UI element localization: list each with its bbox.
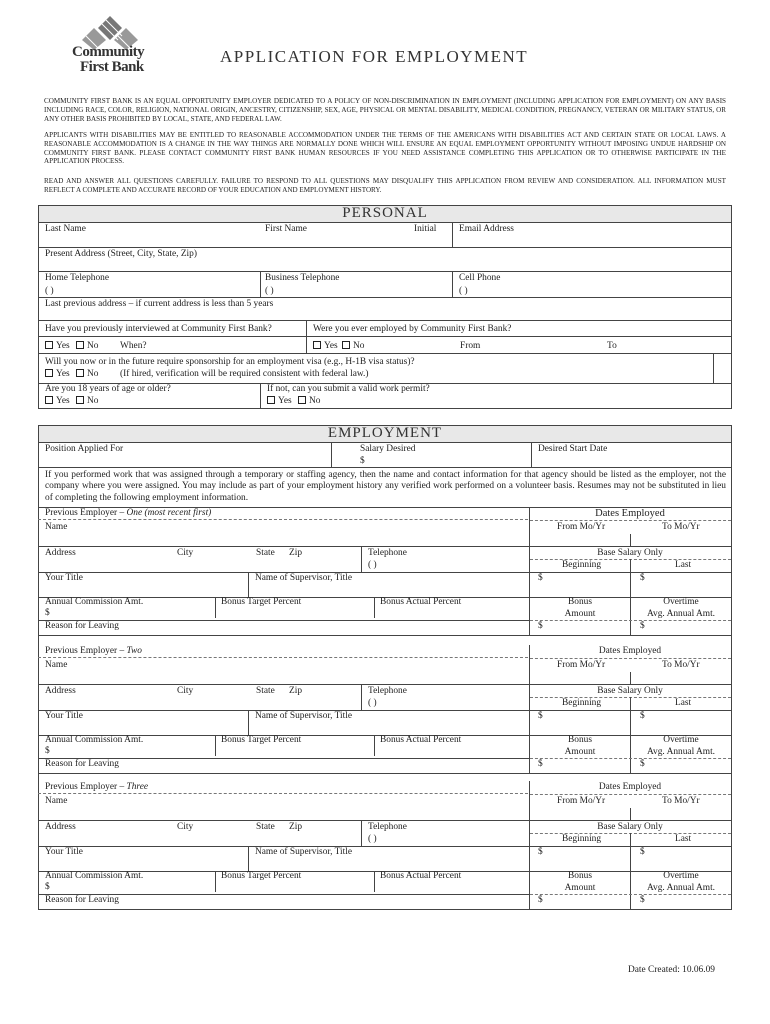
visa-yes-checkbox[interactable]: Yes bbox=[45, 369, 70, 380]
employer-2-dates-employed: Dates Employed bbox=[598, 646, 662, 656]
employer-2-avg-annual-label: Avg. Annual Amt. bbox=[646, 747, 716, 757]
employer-3-beginning-label: Beginning bbox=[562, 834, 602, 844]
desired-start-field[interactable] bbox=[534, 456, 729, 466]
employer-1-zip-label: Zip bbox=[289, 548, 303, 558]
employer-1-overtime-amount-field[interactable]: $ bbox=[640, 621, 645, 631]
employer-3-last-salary-field[interactable]: $ bbox=[640, 847, 645, 857]
employer-1-supervisor-label: Name of Supervisor, Title bbox=[255, 573, 353, 583]
interviewed-question: Have you previously interviewed at Community First Bank? bbox=[45, 324, 272, 334]
employer-2-bonus-amount-field[interactable]: $ bbox=[538, 759, 543, 769]
employer-1-reason-label: Reason for Leaving bbox=[45, 621, 119, 631]
accuracy-notice: READ AND ANSWER ALL QUESTIONS CAREFULLY. FAILURE TO RESPOND TO ALL QUESTIONS MAY DISQUALIFY THIS APPLICATION FROM REVIEW AND CONSIDERATION. ALL INFORMATION MUST REFLECT A COMPLETE AND ACCURATE RECORD OF YOUR EDUCATION AND EMPLOYMENT HISTORY. bbox=[44, 177, 726, 194]
interviewed-yes-checkbox[interactable]: Yes bbox=[45, 341, 70, 352]
employed-no-checkbox[interactable]: No bbox=[342, 341, 364, 352]
employer-1-name-label: Name bbox=[45, 522, 68, 532]
employer-2-title-label: Your Title bbox=[45, 711, 83, 721]
employed-question: Were you ever employed by Community First Bank? bbox=[313, 324, 512, 334]
employer-3-last-label: Last bbox=[675, 834, 692, 844]
employer-2-base-salary: Base Salary Only bbox=[597, 686, 663, 696]
employer-1-base-salary: Base Salary Only bbox=[597, 548, 663, 558]
employer-2-city-label: City bbox=[177, 686, 194, 696]
age-question: Are you 18 years of age or older? bbox=[45, 384, 171, 394]
employer-3-amount-label: Amount bbox=[564, 883, 596, 893]
home-telephone-label: Home Telephone bbox=[45, 273, 109, 283]
employer-3-telephone-field[interactable]: ( ) bbox=[368, 834, 377, 844]
employer-2-state-label: State bbox=[256, 686, 275, 696]
employer-3-city-label: City bbox=[177, 822, 194, 832]
visa-question: Will you now or in the future require sponsorship for an employment visa (e.g., H-1B visa status)? bbox=[45, 357, 415, 367]
employer-1-last-label: Last bbox=[675, 560, 692, 570]
bank-logo bbox=[64, 14, 156, 78]
ada-notice: APPLICANTS WITH DISABILITIES MAY BE ENTITLED TO REASONABLE ACCOMMODATION UNDER THE TERMS OF THE AMERICANS WITH DISABILITIES ACT AND CERTAIN STATE OR LOCAL LAWS. A REASONABLE ACCOMMODATION IS A CHANGE IN THE WAY THINGS ARE NORMALLY DONE WHICH WILL ENSURE AN EQUAL EMPLOYMENT OPPORTUNITY WITHOUT IMPOSING UNDUE HARDSHIP ON COMMUNITY FIRST BANK. PLEASE CONTACT COMMUNITY FIRST BANK HUMAN RESOURCES IF YOU NEED ASSISTANCE COMPLETING THIS APPLICATION OR TO OTHERWISE PARTICIPATE IN THE APPLICATION PROCESS. bbox=[44, 131, 726, 166]
employer-1-name-field[interactable] bbox=[40, 533, 527, 545]
employer-1-ordinal: One (most recent first) bbox=[126, 508, 212, 518]
employer-1-bonus-target-label: Bonus Target Percent bbox=[221, 597, 302, 607]
age-yes-checkbox[interactable]: Yes bbox=[45, 396, 70, 407]
employer-2-address-label: Address bbox=[45, 686, 76, 696]
staffing-agency-note: If you performed work that was assigned through a temporary or staffing agency, then the name and contact information for that agency should be listed as the employer, not the company where you were assigned. You may include as part of your employment history any verified work performed on a volunteer basis. Resumes may not be substituted in lieu of completing the following employment information. bbox=[45, 470, 726, 503]
employer-1-state-label: State bbox=[256, 548, 275, 558]
visa-no-checkbox[interactable]: No bbox=[76, 369, 98, 380]
home-telephone-field[interactable]: ( ) bbox=[45, 286, 54, 296]
initial-field[interactable] bbox=[412, 236, 450, 247]
employer-3-avg-annual-label: Avg. Annual Amt. bbox=[646, 883, 716, 893]
last-name-label: Last Name bbox=[45, 224, 86, 234]
employer-3-bonus-target-label: Bonus Target Percent bbox=[221, 871, 302, 881]
employer-1-last-salary-field[interactable]: $ bbox=[640, 573, 645, 583]
eeo-notice: COMMUNITY FIRST BANK IS AN EQUAL OPPORTUNITY EMPLOYER DEDICATED TO A POLICY OF NON-DISCRIMINATION IN EMPLOYMENT (INCLUDING APPLICATION FOR EMPLOYMENT) ON ANY BASIS INCLUDING RACE, COLOR, RELIGION, NATIONAL ORIGIN, ANCESTRY, CITIZENSHIP, SEX, AGE, PHYSICAL OR MENTAL DISABILITY, MEDICAL CONDITION, PREGNANCY, VETERAN OR MILITARY STATUS, OR ANY OTHER BASIS PROHIBITED BY LOCAL, STATE, AND FEDERAL LAW. bbox=[44, 97, 726, 123]
employer-1-overtime-label: Overtime bbox=[663, 597, 699, 607]
employer-3-base-salary: Base Salary Only bbox=[597, 822, 663, 832]
present-address-field[interactable] bbox=[40, 260, 729, 270]
last-previous-address-field[interactable] bbox=[40, 310, 729, 319]
salary-desired-label: Salary Desired bbox=[360, 444, 416, 454]
employer-3-zip-label: Zip bbox=[289, 822, 303, 832]
employer-1-address-label: Address bbox=[45, 548, 76, 558]
employer-1-heading: Previous Employer – One (most recent first) bbox=[45, 508, 212, 518]
employer-1-commission-label: Annual Commission Amt. bbox=[45, 597, 144, 607]
employer-3-reason-label: Reason for Leaving bbox=[45, 895, 119, 905]
employer-3-reason-field[interactable] bbox=[40, 895, 527, 908]
employer-2-overtime-amount-field[interactable]: $ bbox=[640, 759, 645, 769]
employer-1-from-label: From Mo/Yr bbox=[557, 522, 606, 532]
page-title: APPLICATION FOR EMPLOYMENT bbox=[220, 47, 529, 66]
employer-3-commission-field[interactable]: $ bbox=[45, 882, 50, 892]
employer-3-supervisor-label: Name of Supervisor, Title bbox=[255, 847, 353, 857]
employer-1-city-label: City bbox=[177, 548, 194, 558]
employer-1-bonus-amount-field[interactable]: $ bbox=[538, 621, 543, 631]
employer-3-commission-label: Annual Commission Amt. bbox=[45, 871, 144, 881]
visa-note: (If hired, verification will be required consistent with federal law.) bbox=[120, 369, 369, 379]
employer-2-name-field[interactable] bbox=[40, 671, 527, 683]
employment-heading: EMPLOYMENT bbox=[327, 425, 443, 441]
employer-2-last-label: Last bbox=[675, 698, 692, 708]
employer-3-to-label: To Mo/Yr bbox=[662, 796, 700, 806]
employer-1-title-label: Your Title bbox=[45, 573, 83, 583]
employer-1-bonus-actual-label: Bonus Actual Percent bbox=[380, 597, 462, 607]
employer-2-beginning-label: Beginning bbox=[562, 698, 602, 708]
employer-1-reason-field[interactable] bbox=[40, 621, 527, 634]
employer-2-commission-label: Annual Commission Amt. bbox=[45, 735, 144, 745]
permit-yes-checkbox[interactable]: Yes bbox=[267, 396, 292, 407]
employer-2-last-salary-field[interactable]: $ bbox=[640, 711, 645, 721]
employer-1-beginning-label: Beginning bbox=[562, 560, 602, 570]
employer-1-telephone-label: Telephone bbox=[368, 548, 407, 558]
employer-2-bonus-actual-label: Bonus Actual Percent bbox=[380, 735, 462, 745]
employer-2-commission-field[interactable]: $ bbox=[45, 746, 50, 756]
employer-3-name-label: Name bbox=[45, 796, 68, 806]
cell-phone-field[interactable]: ( ) bbox=[459, 286, 468, 296]
to-label: To bbox=[607, 341, 617, 351]
employer-2-overtime-label: Overtime bbox=[663, 735, 699, 745]
personal-heading: PERSONAL bbox=[342, 205, 428, 221]
employer-3-overtime-amount-field[interactable]: $ bbox=[640, 895, 645, 905]
employer-3-ordinal: Three bbox=[126, 782, 149, 792]
employer-3-bonus-label: Bonus bbox=[568, 871, 592, 881]
work-permit-question: If not, can you submit a valid work permit? bbox=[267, 384, 430, 394]
email-label: Email Address bbox=[459, 224, 514, 234]
employer-3-title-label: Your Title bbox=[45, 847, 83, 857]
logo-line1: Community bbox=[72, 44, 145, 60]
employer-2-ordinal: Two bbox=[126, 646, 142, 656]
employer-1-avg-annual-label: Avg. Annual Amt. bbox=[646, 609, 716, 619]
logo-line2: First Bank bbox=[80, 59, 144, 75]
employer-3-from-label: From Mo/Yr bbox=[557, 796, 606, 806]
employer-2-reason-field[interactable] bbox=[40, 759, 527, 772]
desired-start-label: Desired Start Date bbox=[538, 444, 608, 454]
employer-3-bonus-actual-label: Bonus Actual Percent bbox=[380, 871, 462, 881]
initial-label: Initial bbox=[414, 224, 437, 234]
when-label: When? bbox=[120, 341, 147, 351]
date-created: Date Created: 10.06.09 bbox=[628, 965, 715, 975]
employer-2-telephone-label: Telephone bbox=[368, 686, 407, 696]
present-address-label: Present Address (Street, City, State, Zip) bbox=[45, 249, 197, 259]
employer-3-dates-employed: Dates Employed bbox=[598, 782, 662, 792]
employer-1-amount-label: Amount bbox=[564, 609, 596, 619]
employer-2-reason-label: Reason for Leaving bbox=[45, 759, 119, 769]
business-telephone-label: Business Telephone bbox=[265, 273, 340, 283]
employer-3-address-label: Address bbox=[45, 822, 76, 832]
last-name-field[interactable] bbox=[40, 236, 260, 247]
business-telephone-field[interactable]: ( ) bbox=[265, 286, 274, 296]
employer-3-telephone-label: Telephone bbox=[368, 822, 407, 832]
cell-phone-label: Cell Phone bbox=[459, 273, 501, 283]
last-previous-address-label: Last previous address – if current address is less than 5 years bbox=[45, 299, 274, 309]
employer-3-state-label: State bbox=[256, 822, 275, 832]
employer-2-to-label: To Mo/Yr bbox=[662, 660, 700, 670]
position-applied-field[interactable] bbox=[40, 456, 329, 466]
email-field[interactable] bbox=[455, 236, 729, 247]
employer-3-overtime-label: Overtime bbox=[663, 871, 699, 881]
employer-2-name-label: Name bbox=[45, 660, 68, 670]
employed-yes-checkbox[interactable]: Yes bbox=[313, 341, 338, 352]
employer-2-from-label: From Mo/Yr bbox=[557, 660, 606, 670]
employer-1-dates-employed: Dates Employed bbox=[595, 508, 665, 519]
first-name-label: First Name bbox=[265, 224, 307, 234]
employer-2-bonus-label: Bonus bbox=[568, 735, 592, 745]
age-no-checkbox[interactable]: No bbox=[76, 396, 98, 407]
employer-1-telephone-field[interactable]: ( ) bbox=[368, 560, 377, 570]
employer-2-bonus-target-label: Bonus Target Percent bbox=[221, 735, 302, 745]
employer-3-heading: Previous Employer – Three bbox=[45, 782, 149, 792]
first-name-field[interactable] bbox=[262, 236, 412, 247]
position-applied-label: Position Applied For bbox=[45, 444, 124, 454]
employer-1-commission-field[interactable]: $ bbox=[45, 608, 50, 618]
employer-2-zip-label: Zip bbox=[289, 686, 303, 696]
employer-3-name-field[interactable] bbox=[40, 807, 527, 819]
employer-1-bonus-label: Bonus bbox=[568, 597, 592, 607]
employer-2-telephone-field[interactable]: ( ) bbox=[368, 698, 377, 708]
salary-desired-field[interactable]: $ bbox=[360, 456, 365, 466]
from-label: From bbox=[460, 341, 481, 351]
employer-2-heading: Previous Employer – Two bbox=[45, 646, 142, 656]
permit-no-checkbox[interactable]: No bbox=[298, 396, 320, 407]
interviewed-no-checkbox[interactable]: No bbox=[76, 341, 98, 352]
employer-2-amount-label: Amount bbox=[564, 747, 596, 757]
employer-2-beginning-salary-field[interactable]: $ bbox=[538, 711, 543, 721]
employer-2-supervisor-label: Name of Supervisor, Title bbox=[255, 711, 353, 721]
employer-1-to-label: To Mo/Yr bbox=[662, 522, 700, 532]
employer-3-beginning-salary-field[interactable]: $ bbox=[538, 847, 543, 857]
employer-3-bonus-amount-field[interactable]: $ bbox=[538, 895, 543, 905]
employer-1-beginning-salary-field[interactable]: $ bbox=[538, 573, 543, 583]
